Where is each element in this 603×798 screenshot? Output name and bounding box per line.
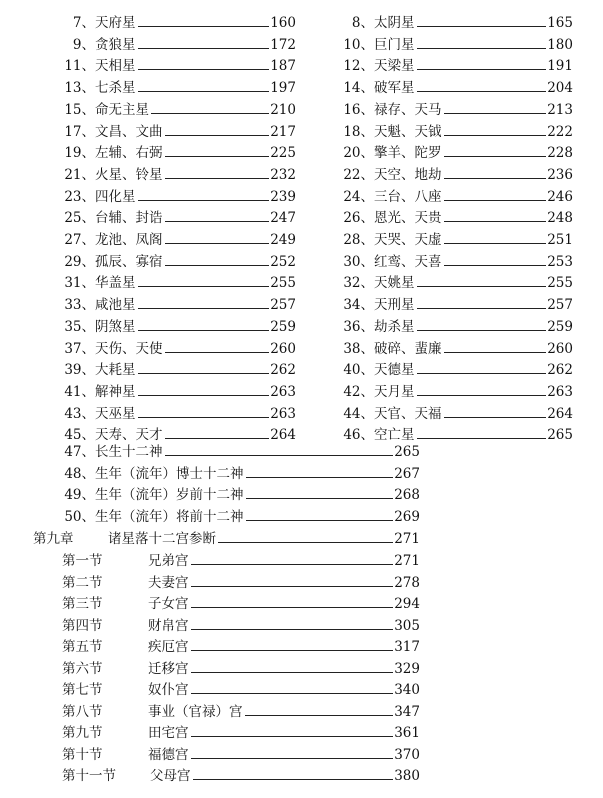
entry-title: 孤辰、寡宿 bbox=[95, 253, 163, 270]
section-label: 第七节 bbox=[62, 682, 103, 698]
entry-number: 13、 bbox=[64, 80, 95, 97]
section-label: 第六节 bbox=[62, 660, 103, 677]
toc-entry[interactable] bbox=[38, 228, 296, 249]
section-title: 福德宫 bbox=[148, 746, 189, 763]
page-number: 361 bbox=[394, 725, 420, 741]
entry-number: 26、 bbox=[343, 210, 374, 227]
dot-leader bbox=[417, 90, 547, 92]
toc-entry[interactable] bbox=[320, 380, 573, 401]
toc-entry[interactable] bbox=[38, 11, 296, 32]
dot-leader bbox=[165, 264, 270, 266]
dot-leader bbox=[138, 199, 270, 201]
entry-number: 47、 bbox=[64, 444, 95, 460]
page-number: 268 bbox=[394, 487, 420, 504]
section-entry[interactable] bbox=[62, 743, 420, 764]
page-number: 210 bbox=[270, 101, 296, 118]
dot-leader bbox=[165, 220, 270, 222]
entry-number: 35、 bbox=[64, 318, 95, 335]
section-label: 第一节 bbox=[62, 553, 103, 569]
page-number: 380 bbox=[394, 768, 420, 784]
toc-entry[interactable] bbox=[320, 250, 573, 271]
entry-number: 27、 bbox=[64, 232, 95, 248]
entry-title: 天魁、天钺 bbox=[374, 123, 442, 140]
dot-leader bbox=[138, 90, 270, 92]
entry-number: 31、 bbox=[64, 275, 95, 292]
section-label: 第三节 bbox=[62, 596, 103, 612]
section-entry[interactable] bbox=[62, 549, 420, 570]
dot-leader bbox=[165, 177, 270, 179]
page-number: 217 bbox=[270, 123, 296, 140]
section-entry[interactable] bbox=[62, 700, 420, 721]
toc-entry[interactable] bbox=[38, 250, 296, 271]
entry-title: 太阴星 bbox=[374, 15, 415, 31]
toc-entry[interactable] bbox=[320, 206, 573, 227]
entry-title: 天姚星 bbox=[374, 275, 415, 292]
entry-number: 48、 bbox=[64, 465, 95, 482]
toc-entry[interactable] bbox=[38, 337, 296, 358]
entry-number: 36、 bbox=[343, 318, 374, 335]
entry-title: 天巫星 bbox=[95, 405, 136, 422]
section-title: 事业（官禄）宫 bbox=[148, 703, 243, 720]
entry-title: 左辅、右弼 bbox=[95, 145, 163, 162]
dot-leader bbox=[138, 25, 270, 27]
dot-leader bbox=[417, 47, 547, 49]
page-number: 265 bbox=[547, 427, 573, 444]
toc-entry[interactable] bbox=[320, 228, 573, 249]
toc-entry[interactable] bbox=[38, 33, 296, 54]
page-number: 260 bbox=[547, 340, 573, 357]
toc-entry[interactable] bbox=[38, 440, 420, 461]
entry-title: 红鸾、天喜 bbox=[374, 253, 442, 270]
entry-title: 恩光、天贵 bbox=[374, 210, 442, 227]
entry-number: 46、 bbox=[343, 427, 374, 444]
page-number: 160 bbox=[270, 15, 296, 31]
dot-leader bbox=[444, 220, 547, 222]
dot-leader bbox=[246, 476, 394, 478]
page-number: 317 bbox=[394, 639, 420, 655]
dot-leader bbox=[191, 757, 394, 759]
entry-number: 7、 bbox=[72, 15, 95, 31]
toc-entry[interactable] bbox=[320, 54, 573, 75]
dot-leader bbox=[218, 541, 393, 543]
page-number: 204 bbox=[547, 80, 573, 97]
toc-entry[interactable] bbox=[38, 293, 296, 314]
chapter-title: 诸星落十二宫参断 bbox=[108, 531, 216, 547]
page-number: 269 bbox=[394, 509, 420, 526]
dot-leader bbox=[191, 563, 394, 565]
dot-leader bbox=[191, 649, 394, 651]
section-label: 第九节 bbox=[62, 725, 103, 741]
toc-entry[interactable] bbox=[38, 358, 296, 379]
entry-title: 天府星 bbox=[95, 15, 136, 31]
page-number: 294 bbox=[394, 596, 420, 612]
toc-entry[interactable] bbox=[38, 163, 296, 184]
entry-number: 18、 bbox=[343, 123, 374, 140]
entry-number: 42、 bbox=[343, 383, 374, 400]
section-title: 迁移宫 bbox=[148, 660, 189, 677]
entry-title: 贪狼星 bbox=[95, 36, 136, 53]
toc-entry[interactable] bbox=[38, 76, 296, 97]
dot-leader bbox=[138, 416, 270, 418]
dot-leader bbox=[138, 372, 270, 374]
page-number: 340 bbox=[394, 682, 420, 698]
page-number: 213 bbox=[547, 101, 573, 118]
dot-leader bbox=[138, 329, 270, 331]
dot-leader bbox=[417, 25, 547, 27]
entry-title: 解神星 bbox=[95, 383, 136, 400]
entry-title: 咸池星 bbox=[95, 297, 136, 314]
page-number: 262 bbox=[547, 362, 573, 379]
toc-entry[interactable] bbox=[320, 33, 573, 54]
entry-number: 41、 bbox=[64, 383, 95, 400]
page-number: 172 bbox=[270, 36, 296, 53]
dot-leader bbox=[191, 671, 394, 673]
dot-leader bbox=[417, 329, 547, 331]
page-number: 259 bbox=[547, 318, 573, 335]
entry-number: 32、 bbox=[343, 275, 374, 292]
page-number: 370 bbox=[394, 746, 420, 763]
page-number: 263 bbox=[270, 405, 296, 422]
page-number: 251 bbox=[547, 232, 573, 248]
toc-entry[interactable] bbox=[38, 54, 296, 75]
entry-number: 37、 bbox=[64, 340, 95, 357]
toc-entry[interactable] bbox=[38, 462, 420, 483]
entry-title: 火星、铃星 bbox=[95, 166, 163, 183]
dot-leader bbox=[165, 242, 270, 244]
dot-leader bbox=[444, 177, 547, 179]
entry-title: 四化星 bbox=[95, 188, 136, 205]
dot-leader bbox=[138, 285, 270, 287]
page-number: 267 bbox=[394, 465, 420, 482]
toc-entry[interactable] bbox=[320, 163, 573, 184]
dot-leader bbox=[444, 155, 547, 157]
entry-number: 45、 bbox=[64, 427, 95, 444]
page-number: 265 bbox=[394, 444, 420, 460]
page-number: 329 bbox=[394, 660, 420, 677]
entry-title: 三台、八座 bbox=[374, 188, 442, 205]
page-number: 278 bbox=[394, 574, 420, 591]
entry-title: 生年（流年）岁前十二神 bbox=[95, 487, 244, 504]
page-number: 263 bbox=[547, 383, 573, 400]
page-number: 264 bbox=[270, 427, 296, 444]
dot-leader bbox=[417, 285, 547, 287]
dot-leader bbox=[165, 155, 270, 157]
entry-title: 天寿、天才 bbox=[95, 427, 163, 444]
entry-title: 华盖星 bbox=[95, 275, 136, 292]
dot-leader bbox=[138, 307, 270, 309]
section-title: 奴仆宫 bbox=[148, 682, 189, 698]
entry-number: 29、 bbox=[64, 253, 95, 270]
page-number: 260 bbox=[270, 340, 296, 357]
toc-entry[interactable] bbox=[38, 380, 296, 401]
toc-entry[interactable] bbox=[38, 483, 420, 504]
page-number: 197 bbox=[270, 80, 296, 97]
entry-title: 天月星 bbox=[374, 383, 415, 400]
section-title: 田宅宫 bbox=[148, 725, 189, 741]
entry-title: 天官、天福 bbox=[374, 405, 442, 422]
entry-number: 9、 bbox=[72, 36, 95, 53]
dot-leader bbox=[417, 394, 547, 396]
entry-title: 空亡星 bbox=[374, 427, 415, 444]
toc-entry[interactable] bbox=[320, 141, 573, 162]
entry-number: 22、 bbox=[343, 166, 374, 183]
dot-leader bbox=[444, 112, 547, 114]
toc-entry[interactable] bbox=[320, 337, 573, 358]
page-number: 262 bbox=[270, 362, 296, 379]
entry-title: 劫杀星 bbox=[374, 318, 415, 335]
dot-leader bbox=[191, 735, 394, 737]
page-number: 347 bbox=[394, 703, 420, 720]
dot-leader bbox=[138, 394, 270, 396]
dot-leader bbox=[165, 134, 270, 136]
dot-leader bbox=[191, 628, 394, 630]
toc-entry[interactable] bbox=[38, 402, 296, 423]
entry-title: 天伤、天使 bbox=[95, 340, 163, 357]
dot-leader bbox=[191, 692, 394, 694]
toc-entry[interactable] bbox=[320, 11, 573, 32]
page-number: 249 bbox=[270, 232, 296, 248]
dot-leader bbox=[444, 351, 547, 353]
entry-number: 16、 bbox=[343, 101, 374, 118]
dot-leader bbox=[191, 606, 394, 608]
entry-number: 15、 bbox=[64, 101, 95, 118]
section-title: 兄弟宫 bbox=[148, 553, 189, 569]
entry-number: 24、 bbox=[343, 188, 374, 205]
page-number: 228 bbox=[547, 145, 573, 162]
toc-entry[interactable] bbox=[320, 120, 573, 141]
toc-entry[interactable] bbox=[38, 120, 296, 141]
toc-entry[interactable] bbox=[38, 206, 296, 227]
entry-number: 11、 bbox=[64, 58, 95, 75]
entry-number: 30、 bbox=[343, 253, 374, 270]
page-number: 255 bbox=[547, 275, 573, 292]
dot-leader bbox=[444, 264, 547, 266]
entry-title: 台辅、封诰 bbox=[95, 210, 163, 227]
section-entry[interactable] bbox=[62, 721, 420, 742]
entry-number: 25、 bbox=[64, 210, 95, 227]
toc-entry[interactable] bbox=[320, 76, 573, 97]
entry-number: 34、 bbox=[343, 297, 374, 314]
dot-leader bbox=[165, 351, 270, 353]
page-number: 271 bbox=[394, 553, 420, 569]
section-entry[interactable] bbox=[62, 657, 420, 678]
section-title: 夫妻宫 bbox=[148, 574, 189, 591]
entry-number: 39、 bbox=[64, 362, 95, 379]
section-label: 第四节 bbox=[62, 617, 103, 634]
entry-title: 天刑星 bbox=[374, 297, 415, 314]
dot-leader bbox=[138, 47, 270, 49]
entry-number: 44、 bbox=[343, 405, 374, 422]
entry-title: 阴煞星 bbox=[95, 318, 136, 335]
entry-title: 天相星 bbox=[95, 58, 136, 75]
page-number: 255 bbox=[270, 275, 296, 292]
dot-leader bbox=[417, 307, 547, 309]
entry-title: 生年（流年）博士十二神 bbox=[95, 465, 244, 482]
dot-leader bbox=[191, 585, 394, 587]
section-entry[interactable] bbox=[62, 635, 420, 656]
page-number: 187 bbox=[270, 58, 296, 75]
toc-entry[interactable] bbox=[38, 185, 296, 206]
page-number: 259 bbox=[270, 318, 296, 335]
entry-number: 8、 bbox=[351, 15, 374, 31]
page-number: 257 bbox=[547, 297, 573, 314]
page-number: 222 bbox=[547, 123, 573, 140]
entry-title: 破碎、蜚廉 bbox=[374, 340, 442, 357]
toc-entry[interactable] bbox=[38, 505, 420, 526]
page-number: 165 bbox=[547, 15, 573, 31]
page-number: 248 bbox=[547, 210, 573, 227]
dot-leader bbox=[444, 416, 547, 418]
toc-entry[interactable] bbox=[38, 315, 296, 336]
toc-entry[interactable] bbox=[320, 185, 573, 206]
dot-leader bbox=[417, 437, 547, 439]
toc-entry[interactable] bbox=[320, 315, 573, 336]
dot-leader bbox=[444, 134, 547, 136]
dot-leader bbox=[417, 372, 547, 374]
entry-title: 擎羊、陀罗 bbox=[374, 145, 442, 162]
entry-title: 命无主星 bbox=[95, 101, 149, 118]
page-number: 257 bbox=[270, 297, 296, 314]
entry-title: 文昌、文曲 bbox=[95, 123, 163, 140]
dot-leader bbox=[165, 454, 394, 456]
entry-title: 龙池、凤阁 bbox=[95, 232, 163, 248]
entry-title: 巨门星 bbox=[374, 36, 415, 53]
entry-title: 七杀星 bbox=[95, 80, 136, 97]
dot-leader bbox=[444, 242, 547, 244]
entry-number: 12、 bbox=[343, 58, 374, 75]
entry-number: 28、 bbox=[343, 232, 374, 248]
toc-entry[interactable] bbox=[320, 358, 573, 379]
entry-number: 43、 bbox=[64, 405, 95, 422]
entry-number: 14、 bbox=[343, 80, 374, 97]
toc-entry[interactable] bbox=[320, 293, 573, 314]
section-title: 疾厄宫 bbox=[148, 639, 189, 655]
entry-number: 17、 bbox=[64, 123, 95, 140]
entry-number: 50、 bbox=[64, 509, 95, 526]
entry-number: 10、 bbox=[343, 36, 374, 53]
page-number: 191 bbox=[547, 58, 573, 75]
dot-leader bbox=[151, 112, 269, 114]
entry-number: 21、 bbox=[64, 166, 95, 183]
toc-entry[interactable] bbox=[38, 141, 296, 162]
toc-entry[interactable] bbox=[320, 271, 573, 292]
entry-number: 23、 bbox=[64, 188, 95, 205]
entry-title: 破军星 bbox=[374, 80, 415, 97]
page-number: 271 bbox=[394, 531, 420, 547]
page-number: 225 bbox=[270, 145, 296, 162]
section-label: 第十一节 bbox=[62, 768, 116, 784]
toc-entry[interactable] bbox=[38, 98, 296, 119]
chapter-label: 第九章 bbox=[33, 531, 74, 547]
entry-title: 天梁星 bbox=[374, 58, 415, 75]
page-number: 263 bbox=[270, 383, 296, 400]
section-label: 第八节 bbox=[62, 703, 103, 720]
section-title: 父母宫 bbox=[150, 768, 191, 784]
entry-title: 大耗星 bbox=[95, 362, 136, 379]
page-number: 232 bbox=[270, 166, 296, 183]
dot-leader bbox=[417, 68, 547, 70]
section-entry[interactable] bbox=[62, 678, 420, 699]
dot-leader bbox=[165, 437, 270, 439]
entry-title: 天空、地劫 bbox=[374, 166, 442, 183]
dot-leader bbox=[246, 497, 394, 499]
section-entry[interactable] bbox=[62, 571, 420, 592]
toc-entry[interactable] bbox=[38, 271, 296, 292]
section-entry[interactable] bbox=[62, 764, 420, 785]
section-label: 第二节 bbox=[62, 574, 103, 591]
dot-leader bbox=[138, 68, 270, 70]
page-number: 236 bbox=[547, 166, 573, 183]
section-label: 第五节 bbox=[62, 639, 103, 655]
entry-number: 20、 bbox=[343, 145, 374, 162]
dot-leader bbox=[444, 199, 547, 201]
entry-number: 33、 bbox=[64, 297, 95, 314]
entry-title: 长生十二神 bbox=[95, 444, 163, 460]
section-entry[interactable] bbox=[62, 614, 420, 635]
section-label: 第十节 bbox=[62, 746, 103, 763]
dot-leader bbox=[193, 778, 394, 780]
entry-title: 禄存、天马 bbox=[374, 101, 442, 118]
dot-leader bbox=[246, 519, 394, 521]
page-number: 180 bbox=[547, 36, 573, 53]
entry-number: 19、 bbox=[64, 145, 95, 162]
section-title: 子女宫 bbox=[148, 596, 189, 612]
page-number: 253 bbox=[547, 253, 573, 270]
dot-leader bbox=[245, 714, 394, 716]
entry-number: 38、 bbox=[343, 340, 374, 357]
page-number: 247 bbox=[270, 210, 296, 227]
page-number: 252 bbox=[270, 253, 296, 270]
section-title: 财帛宫 bbox=[148, 617, 189, 634]
entry-number: 40、 bbox=[343, 362, 374, 379]
page-number: 239 bbox=[270, 188, 296, 205]
entry-number: 49、 bbox=[64, 487, 95, 504]
entry-title: 天哭、天虚 bbox=[374, 232, 442, 248]
entry-title: 生年（流年）将前十二神 bbox=[95, 509, 244, 526]
toc-entry[interactable] bbox=[320, 98, 573, 119]
page-number: 305 bbox=[394, 617, 420, 634]
chapter-entry[interactable] bbox=[33, 527, 420, 548]
page-number: 264 bbox=[547, 405, 573, 422]
page-number: 246 bbox=[547, 188, 573, 205]
toc-entry[interactable] bbox=[320, 402, 573, 423]
entry-title: 天德星 bbox=[374, 362, 415, 379]
section-entry[interactable] bbox=[62, 592, 420, 613]
